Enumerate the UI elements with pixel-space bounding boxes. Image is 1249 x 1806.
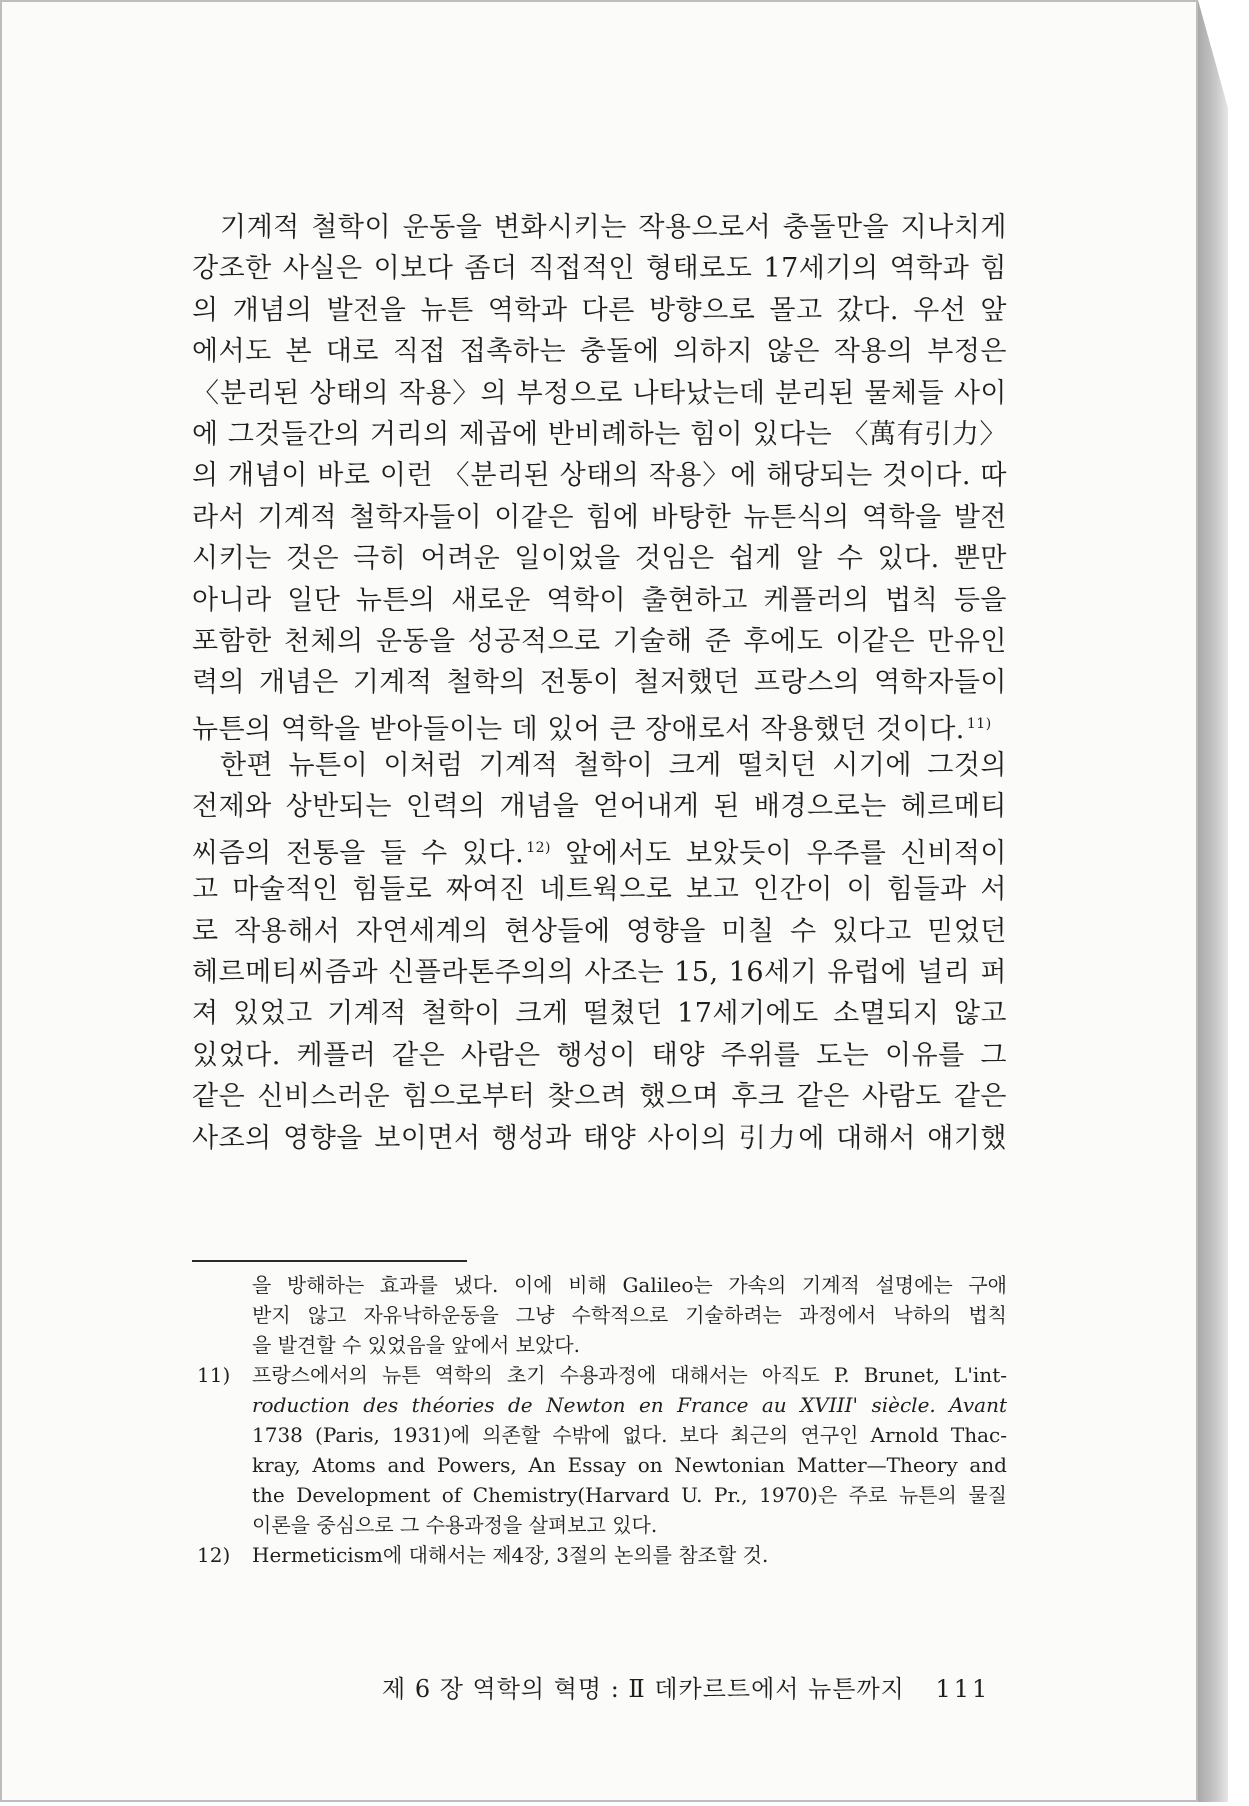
footnote-11-line: 이론을 중심으로 그 수용과정을 살펴보고 있다. (252, 1513, 658, 1537)
body-line: 에서도 본 대로 직접 접촉하는 충돌에 의하지 않은 작용의 부정은 (192, 336, 1007, 368)
body-line: 력의 개념은 기계적 철학의 전통이 철저했던 프랑스의 역학자들이 (192, 667, 1007, 699)
footnote-continued-line: 받지 않고 자유낙하운동을 그냥 수학적으로 기술하려는 과정에서 낙하의 법칙 (252, 1303, 1007, 1327)
footnote-12: 12) Hermeticism에 대해서는 제4장, 3절의 논의를 참조할 것. (197, 1540, 1007, 1570)
body-line: 의 개념이 바로 이런 〈분리된 상태의 작용〉에 해당되는 것이다. 따 (192, 460, 1007, 492)
body-line: 로 작용해서 자연세계의 현상들에 영향을 미칠 수 있다고 믿었던 (192, 915, 1007, 947)
body-line: 라서 기계적 철학자들이 이같은 힘에 바탕한 뉴튼식의 역학을 발전 (192, 501, 1007, 533)
running-footer (382, 1669, 991, 1704)
footnote-11-line: roduction des théories de Newton en France au XVIII' siècle. Avant (252, 1393, 1007, 1417)
body-line: 에 그것들간의 거리의 제곱에 반비례하는 힘이 있다는 〈萬有引力〉 (192, 418, 1007, 450)
body-line: 시키는 것은 극히 어려운 일이었을 것임은 쉽게 알 수 있다. 뿐만 (192, 543, 1007, 575)
footnote-11-line: 1738 (Paris, 1931)에 의존할 수밖에 없다. 보다 최근의 연구인 Arnold Thac- (252, 1423, 1007, 1447)
body-line: 한편 뉴튼이 이처럼 기계적 철학이 크게 떨치던 시기에 그것의 (220, 750, 1007, 782)
footnotes (197, 1270, 1007, 1570)
body-line: 의 개념의 발전을 뉴튼 역학과 다른 방향으로 몰고 갔다. 우선 앞 (192, 294, 1007, 326)
page-number: 111 (935, 1675, 991, 1703)
footnote-11-line: the Development of Chemistry(Harvard U. Pr., 1970)은 주로 뉴튼의 물질 (252, 1483, 1007, 1507)
chapter-title: 제 6 장 역학의 혁명 : Ⅱ 데카르트에서 뉴튼까지 (382, 1675, 905, 1703)
body-text (192, 207, 1007, 1159)
body-line: 〈분리된 상태의 작용〉의 부정으로 나타났는데 분리된 물체들 사이 (192, 377, 1007, 409)
body-line: 포함한 천체의 운동을 성공적으로 기술해 준 후에도 이같은 만유인 (192, 625, 1007, 657)
footnote-ref-12[interactable]: 12) (526, 839, 551, 856)
footnote-continued-line: 을 방해하는 효과를 냈다. 이에 비해 Galileo는 가속의 기계적 설명에는 구애 (252, 1273, 1007, 1297)
body-line: 져 있었고 기계적 철학이 크게 떨쳤던 17세기에도 소멸되지 않고 (192, 998, 1007, 1030)
body-line: 있었다. 케플러 같은 사람은 행성이 태양 주위를 도는 이유를 그 (192, 1039, 1007, 1071)
body-line: 같은 신비스러운 힘으로부터 찾으려 했으며 후크 같은 사람도 같은 (192, 1081, 1007, 1113)
body-line: 아니라 일단 뉴튼의 새로운 역학이 출현하고 케플러의 법칙 등을 (192, 584, 1007, 616)
footnote-ref-11[interactable]: 11) (966, 715, 992, 732)
body-line: 뉴튼의 역학을 받아들이는 데 있어 큰 장애로서 작용했던 것이다. $^{11)}$ (192, 713, 992, 745)
body-line: 고 마술적인 힘들로 짜여진 네트웍으로 보고 인간이 이 힘들과 서 (192, 874, 1007, 906)
body-line: 사조의 영향을 보이면서 행성과 태양 사이의 引力에 대해서 얘기했 (192, 1122, 1007, 1154)
footnote-12-number: 12) (197, 1543, 231, 1567)
footnote-divider (192, 1260, 467, 1262)
footnote-11: 11) 프랑스에서의 뉴튼 역학의 초기 수용과정에 대해서는 아직도 P. Brunet, L'int- (197, 1360, 1007, 1390)
body-line: 기계적 철학이 운동을 변화시키는 작용으로서 충돌만을 지나치게 (220, 212, 1007, 243)
body-line: 강조한 사실은 이보다 좀더 직접적인 형태로도 17세기의 역학과 힘 (192, 253, 1007, 285)
body-line: 전제와 상반되는 인력의 개념을 얻어내게 된 배경으로는 헤르메티 (192, 791, 1007, 823)
body-line: 씨즘의 전통을 들 수 있다. $^{12)}$ 앞에서도 보았듯이 우주를 신비적이 (192, 837, 1007, 869)
body-line: 헤르메티씨즘과 신플라톤주의의 사조는 15, 16세기 유럽에 널리 퍼 (192, 957, 1007, 989)
footnote-11-line: kray, Atoms and Powers, An Essay on Newtonian Matter—Theory and (252, 1453, 1007, 1477)
footnote-11-number: 11) (197, 1363, 231, 1387)
footnote-continued-line: 을 발견할 수 있었음을 앞에서 보았다. (252, 1333, 580, 1357)
page-edge-shadow (1198, 0, 1228, 1802)
